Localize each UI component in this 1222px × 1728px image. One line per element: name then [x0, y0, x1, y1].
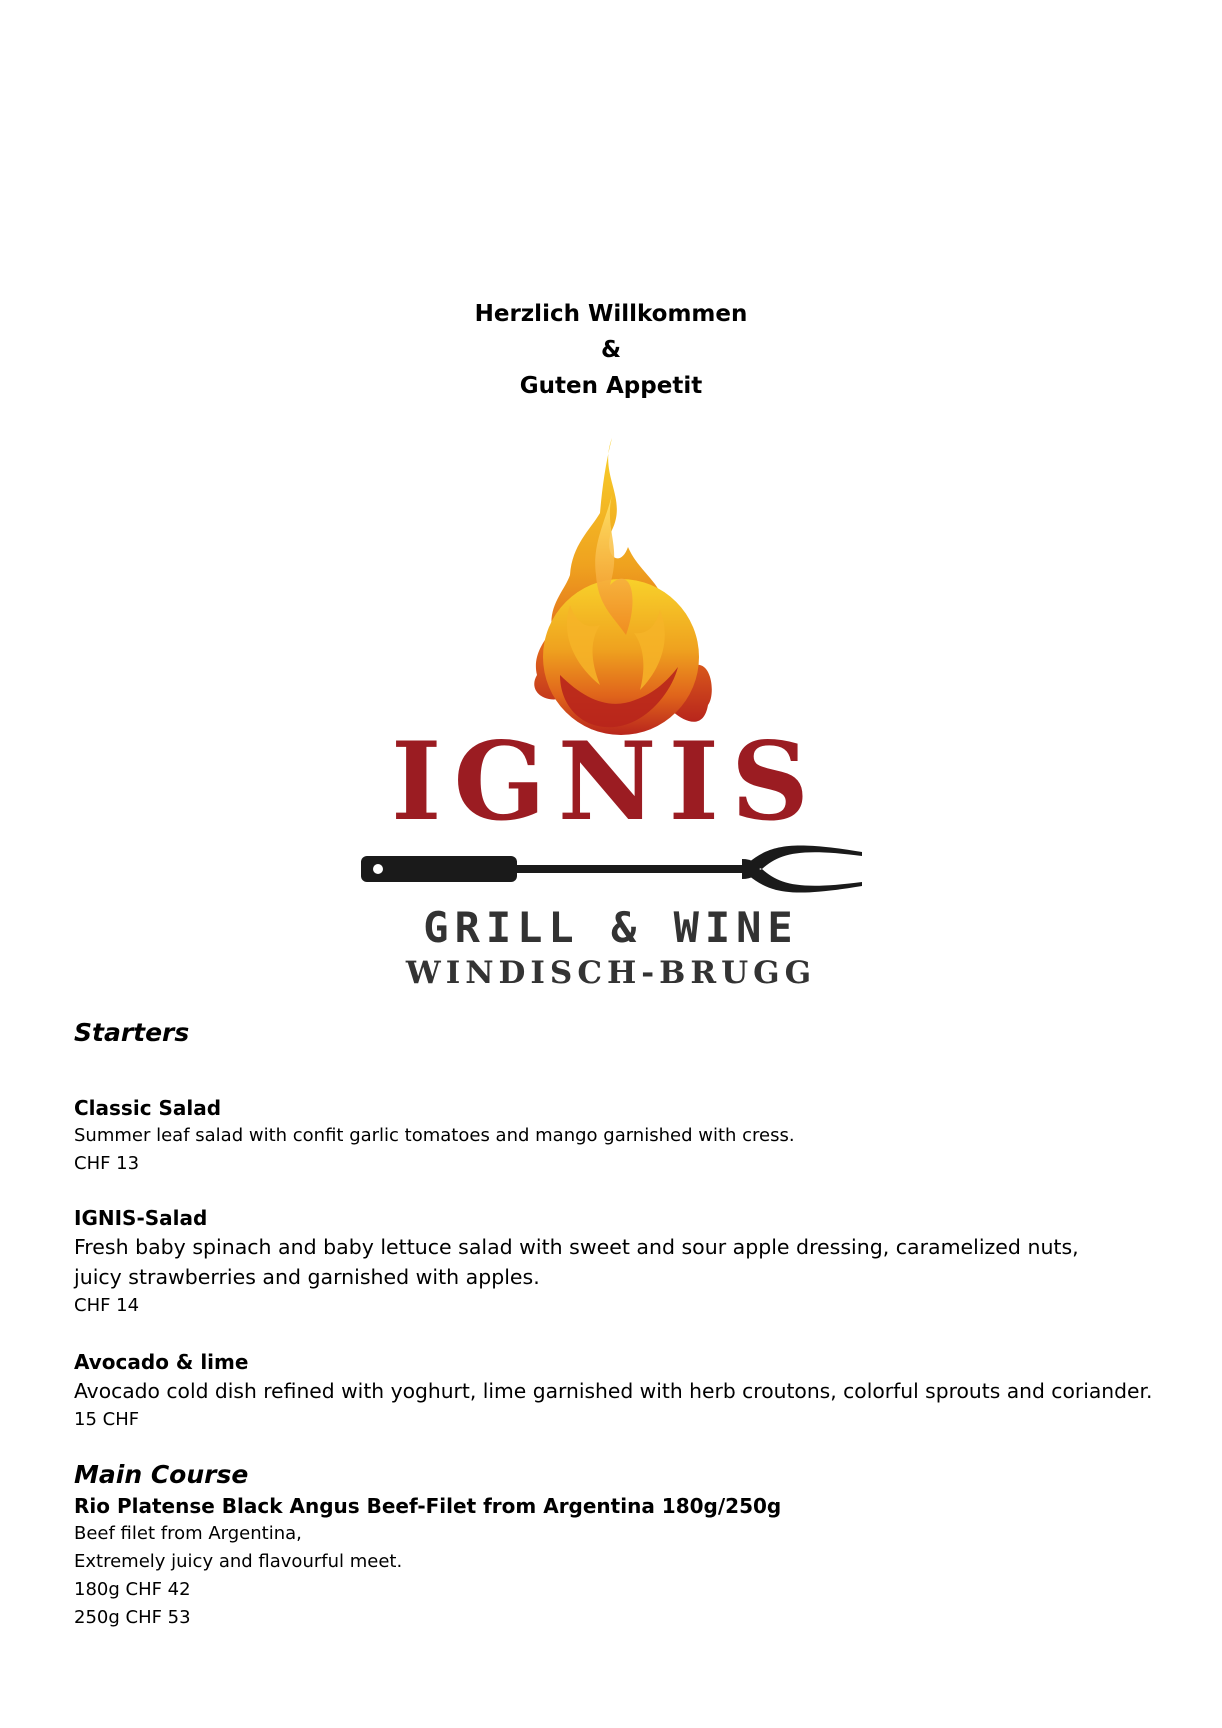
item-name: IGNIS-Salad	[74, 1206, 208, 1230]
item-name: Classic Salad	[74, 1096, 222, 1120]
restaurant-logo	[0, 435, 1222, 990]
item-name: Rio Platense Black Angus Beef-Filet from Argentina 180g/250g	[74, 1494, 782, 1518]
menu-item-classic-salad	[74, 1094, 1174, 1178]
item-description-line-1: Beef filet from Argentina,	[74, 1523, 302, 1544]
item-price: 15 CHF	[74, 1409, 140, 1430]
item-description: Avocado cold dish refined with yoghurt, lime garnished with herb croutons, colorful sprouts and coriander.	[74, 1379, 1153, 1403]
menu-item-avocado-lime	[74, 1348, 1174, 1434]
item-name: Avocado & lime	[74, 1350, 249, 1374]
item-price-180g: 180g CHF 42	[74, 1579, 191, 1600]
welcome-line-3: Guten Appetit	[519, 373, 703, 399]
flame-icon	[534, 438, 712, 735]
item-description: Fresh baby spinach and baby lettuce salad with sweet and sour apple dressing, caramelized nuts, juicy strawberries and garnished with apples.	[74, 1235, 1079, 1289]
item-price-250g: 250g CHF 53	[74, 1607, 191, 1628]
section-title-starters: Starters	[74, 1018, 190, 1047]
item-price: CHF 14	[74, 1295, 140, 1316]
menu	[74, 1016, 1174, 1632]
item-price: CHF 13	[74, 1153, 140, 1174]
section-title-main-course: Main Course	[74, 1460, 249, 1489]
ignis-wordmark	[391, 719, 821, 845]
item-description: Summer leaf salad with confit garlic tomatoes and mango garnished with cress.	[74, 1125, 795, 1146]
logo-tagline	[405, 903, 816, 990]
welcome-line-1: Herzlich Willkommen	[474, 301, 748, 327]
logo-tagline-text: GRILL & WINE	[423, 903, 799, 952]
menu-item-ignis-salad	[74, 1204, 1174, 1320]
item-description-line-2: Extremely juicy and flavourful meet.	[74, 1551, 403, 1572]
grill-fork-icon	[361, 845, 862, 892]
main-course-section	[74, 1458, 1174, 1632]
logo-name: IGNIS	[391, 719, 821, 845]
welcome-greeting	[0, 296, 1222, 404]
menu-item-beef-filet	[74, 1492, 1174, 1632]
logo-location-text: WINDISCH-BRUGG	[405, 955, 817, 990]
welcome-line-2: &	[600, 337, 622, 363]
starters-section	[74, 1016, 1174, 1434]
